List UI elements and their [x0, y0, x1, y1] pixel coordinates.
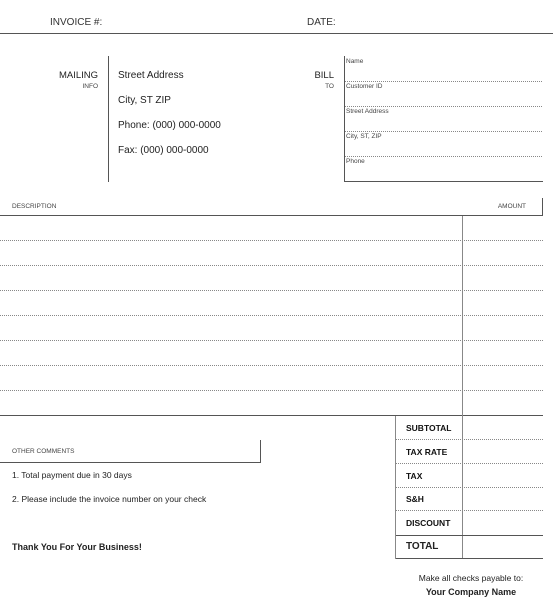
billto-separator: [345, 156, 542, 157]
total-label: TOTAL: [406, 541, 439, 552]
bill-to-label: [290, 70, 334, 90]
mailing-label-main: MAILING: [58, 70, 98, 81]
amount-header: AMOUNT: [497, 203, 526, 210]
billto-separator: [345, 131, 542, 132]
mailing-label-sub: INFO: [82, 83, 98, 90]
shipping-label: S&H: [406, 494, 424, 504]
mailing-vertical-rule: [108, 56, 109, 182]
comments-header-tick: [260, 440, 261, 463]
summary-separator: [396, 439, 543, 440]
tax-rate-label: TAX RATE: [406, 447, 448, 457]
mailing-info-label: [40, 70, 98, 90]
mailing-fax: Fax: (000) 000-0000: [118, 145, 209, 156]
company-name: Your Company Name: [425, 587, 517, 597]
summary-separator: [396, 487, 543, 488]
mailing-city: City, ST ZIP: [118, 95, 171, 106]
payable-note: Make all checks payable to:: [418, 573, 524, 583]
discount-label: DISCOUNT: [406, 518, 451, 528]
amount-column-rule: [462, 216, 463, 559]
mailing-street: Street Address: [118, 70, 184, 81]
bill-label-sub: TO: [325, 83, 334, 90]
thank-you-message: Thank You For Your Business!: [12, 542, 142, 552]
billto-vertical-rule: [344, 56, 345, 182]
invoice-number-label: INVOICE #:: [50, 17, 103, 28]
summary-separator: [396, 463, 543, 464]
tax-label: TAX: [406, 471, 423, 481]
total-top-rule: [396, 535, 543, 536]
other-comments-header: OTHER COMMENTS: [12, 448, 75, 455]
description-header: DESCRIPTION: [12, 203, 57, 210]
summary-separator: [396, 510, 543, 511]
bill-label-main: BILL: [314, 70, 334, 81]
billto-street-field[interactable]: Street Address: [346, 108, 389, 115]
billto-phone-field[interactable]: Phone: [346, 158, 365, 165]
billto-bottom-rule: [344, 181, 543, 182]
header-divider: [0, 33, 553, 34]
comment-item: 1. Total payment due in 30 days: [12, 470, 132, 480]
amount-header-tick: [542, 198, 543, 215]
billto-separator: [345, 106, 542, 107]
subtotal-label: SUBTOTAL: [406, 423, 452, 433]
comments-header-rule: [0, 462, 261, 463]
mailing-phone: Phone: (000) 000-0000: [118, 120, 221, 131]
comment-item: 2. Please include the invoice number on your check: [12, 494, 207, 504]
billto-name-field[interactable]: Name: [346, 58, 364, 65]
billto-separator: [345, 81, 542, 82]
date-label: DATE:: [307, 17, 336, 28]
billto-customer-id-field[interactable]: Customer ID: [346, 83, 383, 90]
total-bottom-rule: [396, 558, 543, 559]
billto-city-field[interactable]: City, ST, ZIP: [346, 133, 382, 140]
